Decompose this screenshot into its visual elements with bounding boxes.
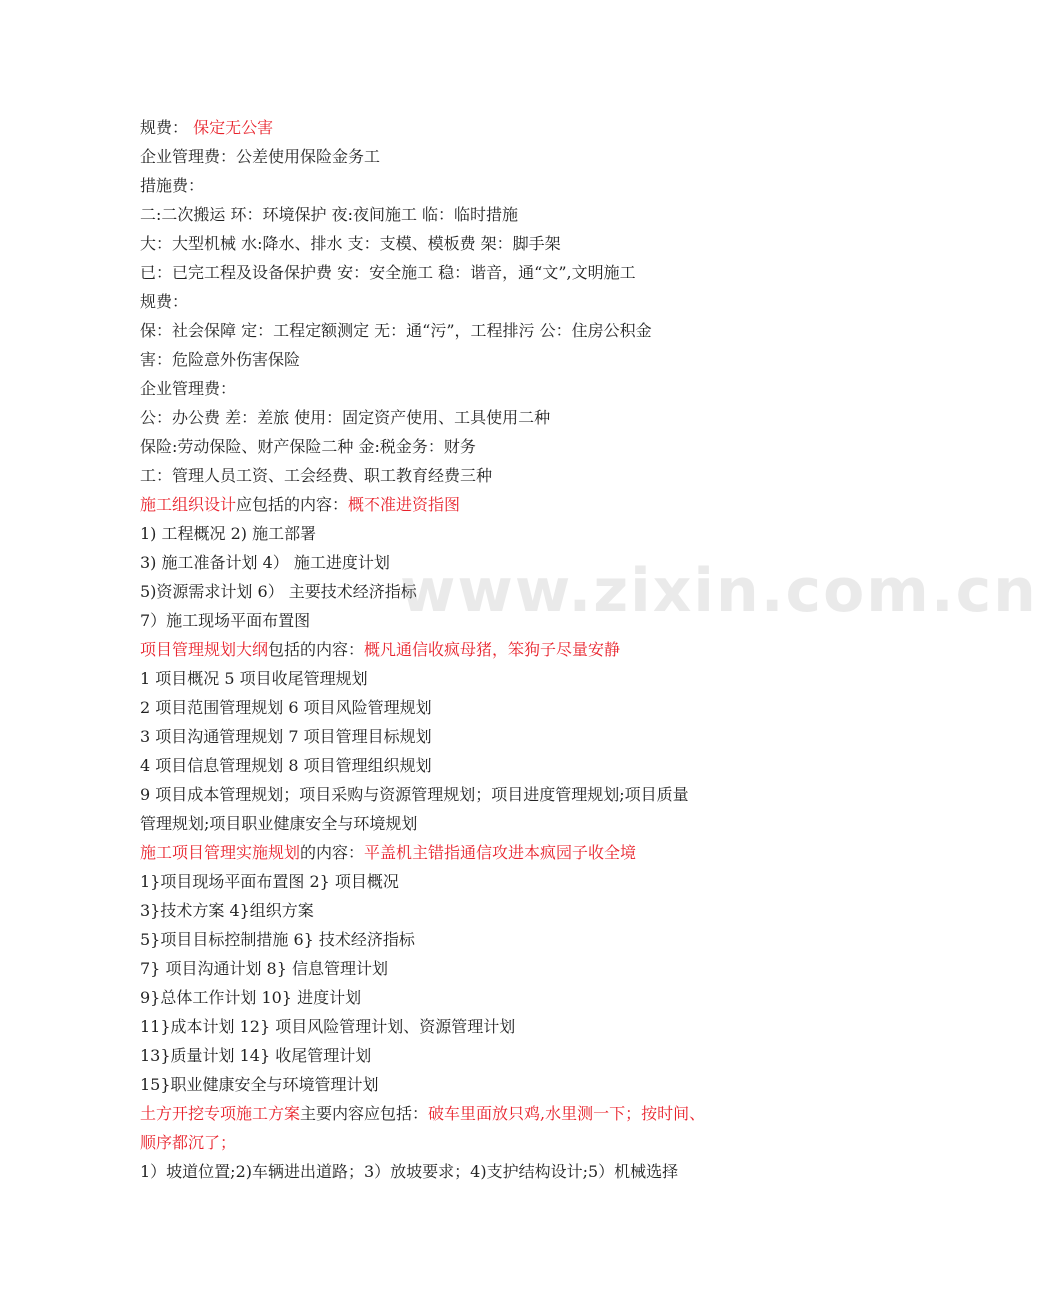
text-line [140, 838, 790, 867]
body-text: 3 项目沟通管理规划 7 项目管理目标规划 [140, 727, 432, 746]
body-text: 7} 项目沟通计划 8} 信息管理计划 [140, 959, 388, 978]
body-text: 规费： [140, 292, 189, 311]
highlighted-text: 项目管理规划大纲 [140, 640, 269, 659]
highlighted-text: 概凡通信收疯母猪，笨狗子尽量安静 [364, 640, 621, 659]
body-text: 4 项目信息管理规划 8 项目管理组织规划 [140, 756, 432, 775]
highlighted-text: 破车里面放只鸡,水里测一下；按时间、 [428, 1104, 706, 1123]
text-line [140, 1128, 790, 1157]
text-line [140, 925, 790, 954]
body-text: 的内容： [300, 843, 365, 862]
highlighted-text: 土方开挖专项施工方案 [140, 1104, 301, 1123]
body-text: 公：办公费 差：差旅 使用：固定资产使用、工具使用二种 [140, 408, 551, 427]
text-line [140, 200, 790, 229]
text-line [140, 896, 790, 925]
highlighted-text: 施工组织设计 [140, 495, 237, 514]
text-line [140, 1099, 790, 1128]
text-line [140, 229, 790, 258]
text-line [140, 577, 790, 606]
body-text: 13}质量计划 14} 收尾管理计划 [140, 1046, 372, 1065]
body-text: 3}技术方案 4}组织方案 [140, 901, 314, 920]
text-line [140, 490, 790, 519]
text-line [140, 606, 790, 635]
text-line [140, 751, 790, 780]
text-line [140, 287, 790, 316]
body-text: 主要内容应包括： [300, 1104, 429, 1123]
body-text: 二:二次搬运 环：环境保护 夜:夜间施工 临：临时措施 [140, 205, 519, 224]
body-text: 2 项目范围管理规划 6 项目风险管理规划 [140, 698, 432, 717]
body-text: 保：社会保障 定：工程定额测定 无：通“污”，工程排污 公：住房公积金 [140, 321, 652, 340]
text-line [140, 780, 790, 809]
text-line [140, 983, 790, 1012]
body-text: 大：大型机械 水:降水、排水 支：支模、模板费 架：脚手架 [140, 234, 561, 253]
highlighted-text: 施工项目管理实施规划 [140, 843, 301, 862]
highlighted-text: 顺序都沉了； [140, 1133, 237, 1152]
watermark: www.zixin.com.cn [400, 556, 1038, 626]
body-text: 3) 施工准备计划 4） 施工进度计划 [140, 553, 390, 572]
body-text: 规费： [140, 118, 194, 137]
body-text: 1）坡道位置;2)车辆进出道路；3）放坡要求；4)支护结构设计;5）机械选择 [140, 1162, 679, 1181]
body-text: 害：危险意外伤害保险 [140, 350, 301, 369]
body-text: 企业管理费： [140, 379, 237, 398]
text-line [140, 722, 790, 751]
text-line [140, 954, 790, 983]
text-line [140, 171, 790, 200]
body-text: 已：已完工程及设备保护费 安：安全施工 稳：谐音，通“文”,文明施工 [140, 263, 636, 282]
body-text: 7）施工现场平面布置图 [140, 611, 311, 630]
highlighted-text: 平盖机主错指通信攻进本疯园子收全境 [364, 843, 637, 862]
text-line [140, 316, 790, 345]
text-line [140, 1070, 790, 1099]
text-line [140, 1157, 790, 1186]
text-line [140, 548, 790, 577]
highlighted-text: 保定无公害 [193, 118, 274, 137]
body-text: 11}成本计划 12} 项目风险管理计划、资源管理计划 [140, 1017, 516, 1036]
text-line [140, 461, 790, 490]
body-text: 企业管理费：公差使用保险金务工 [140, 147, 381, 166]
text-line [140, 432, 790, 461]
body-text: 15}职业健康安全与环境管理计划 [140, 1075, 379, 1094]
body-text: 工：管理人员工资、工会经费、职工教育经费三种 [140, 466, 493, 485]
text-line [140, 1012, 790, 1041]
text-line [140, 664, 790, 693]
text-line [140, 403, 790, 432]
text-line [140, 142, 790, 171]
body-text: 1}项目现场平面布置图 2} 项目概况 [140, 872, 399, 891]
body-text: 保险:劳动保险、财产保险二种 金:税金务：财务 [140, 437, 476, 456]
body-text: 包括的内容： [268, 640, 365, 659]
text-line [140, 635, 790, 664]
body-text: 1) 工程概况 2) 施工部署 [140, 524, 317, 543]
text-line [140, 693, 790, 722]
text-line [140, 374, 790, 403]
text-line [140, 1041, 790, 1070]
text-line [140, 809, 790, 838]
body-text: 管理规划;项目职业健康安全与环境规划 [140, 814, 418, 833]
highlighted-text: 概不准进资指图 [348, 495, 461, 514]
body-text: 5)资源需求计划 6） 主要技术经济指标 [140, 582, 417, 601]
body-text: 措施费： [140, 176, 205, 195]
body-text: 1 项目概况 5 项目收尾管理规划 [140, 669, 368, 688]
body-text: 9 项目成本管理规划；项目采购与资源管理规划；项目进度管理规划;项目质量 [140, 785, 689, 804]
text-line [140, 113, 790, 142]
text-line [140, 345, 790, 374]
body-text: 9}总体工作计划 10} 进度计划 [140, 988, 362, 1007]
body-text: 5}项目目标控制措施 6} 技术经济指标 [140, 930, 415, 949]
text-line [140, 867, 790, 896]
document-body [140, 113, 790, 1186]
text-line [140, 519, 790, 548]
text-line [140, 258, 790, 287]
body-text: 应包括的内容： [236, 495, 349, 514]
